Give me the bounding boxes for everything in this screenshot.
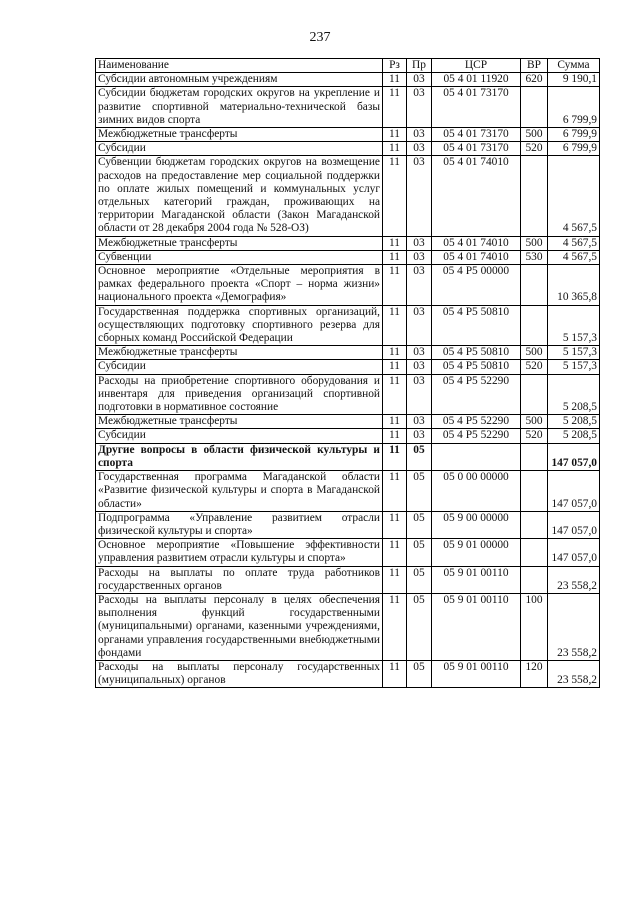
cell-csr: 05 4 P5 52290: [432, 415, 521, 429]
cell-pr: 05: [407, 539, 432, 566]
cell-rz: 11: [383, 250, 407, 264]
cell-name: Субсидии: [96, 360, 383, 374]
cell-vr: 520: [521, 142, 548, 156]
cell-sum: 147 057,0: [548, 539, 600, 566]
cell-pr: 05: [407, 471, 432, 512]
table-row: [96, 87, 600, 128]
cell-name: Межбюджетные трансферты: [96, 236, 383, 250]
cell-vr: 500: [521, 415, 548, 429]
table-row: [96, 443, 600, 470]
cell-pr: 05: [407, 443, 432, 470]
cell-rz: 11: [383, 539, 407, 566]
table-row: [96, 415, 600, 429]
cell-sum: 23 558,2: [548, 566, 600, 593]
header-rz: Рз: [383, 59, 407, 73]
cell-pr: 03: [407, 305, 432, 346]
cell-pr: 03: [407, 265, 432, 306]
cell-pr: 03: [407, 360, 432, 374]
cell-pr: 03: [407, 429, 432, 443]
cell-rz: 11: [383, 73, 407, 87]
cell-vr: 120: [521, 660, 548, 687]
cell-pr: 03: [407, 128, 432, 142]
cell-rz: 11: [383, 566, 407, 593]
cell-rz: 11: [383, 443, 407, 470]
cell-csr: 05 4 01 73170: [432, 142, 521, 156]
cell-csr: 05 9 00 00000: [432, 511, 521, 538]
cell-csr: 05 4 P5 52290: [432, 374, 521, 415]
cell-vr: [521, 265, 548, 306]
cell-name: Подпрограмма «Управление развитием отрасли физической культуры и спорта»: [96, 511, 383, 538]
table-body: [96, 73, 600, 688]
cell-vr: [521, 87, 548, 128]
cell-pr: 05: [407, 511, 432, 538]
cell-name: Расходы на приобретение спортивного оборудования и инвентаря для приведения организаций спортивной подготовки в нормативное состояние: [96, 374, 383, 415]
cell-csr: 05 0 00 00000: [432, 471, 521, 512]
table-row: [96, 471, 600, 512]
budget-table: [95, 58, 600, 688]
cell-sum: 5 208,5: [548, 429, 600, 443]
cell-vr: [521, 471, 548, 512]
cell-name: Государственная программа Магаданской области «Развитие физической культуры и спорта в Магаданской области»: [96, 471, 383, 512]
cell-pr: 05: [407, 593, 432, 660]
cell-rz: 11: [383, 305, 407, 346]
cell-rz: 11: [383, 156, 407, 236]
cell-sum: 147 057,0: [548, 511, 600, 538]
cell-vr: [521, 305, 548, 346]
cell-vr: [521, 539, 548, 566]
table-row: [96, 539, 600, 566]
cell-csr: 05 4 01 73170: [432, 87, 521, 128]
table-row: [96, 593, 600, 660]
cell-vr: 620: [521, 73, 548, 87]
cell-name: Расходы на выплаты по оплате труда работников государственных органов: [96, 566, 383, 593]
cell-vr: [521, 156, 548, 236]
cell-csr: 05 4 01 11920: [432, 73, 521, 87]
cell-pr: 03: [407, 73, 432, 87]
cell-csr: [432, 443, 521, 470]
cell-rz: 11: [383, 236, 407, 250]
cell-name: Субсидии бюджетам городских округов на укрепление и развитие спортивной материально-технической базы зимних видов спорта: [96, 87, 383, 128]
cell-vr: [521, 511, 548, 538]
cell-sum: 4 567,5: [548, 236, 600, 250]
cell-vr: 530: [521, 250, 548, 264]
table-row: [96, 360, 600, 374]
cell-rz: 11: [383, 593, 407, 660]
table-row: [96, 265, 600, 306]
cell-csr: 05 9 01 00110: [432, 660, 521, 687]
cell-csr: 05 4 01 74010: [432, 156, 521, 236]
cell-sum: 23 558,2: [548, 660, 600, 687]
cell-name: Субвенции: [96, 250, 383, 264]
cell-name: Другие вопросы в области физической культуры и спорта: [96, 443, 383, 470]
table-row: [96, 346, 600, 360]
cell-pr: 03: [407, 346, 432, 360]
cell-csr: 05 4 P5 52290: [432, 429, 521, 443]
cell-pr: 03: [407, 87, 432, 128]
cell-vr: 500: [521, 128, 548, 142]
table-row: [96, 128, 600, 142]
cell-csr: 05 9 01 00110: [432, 593, 521, 660]
table-row: [96, 250, 600, 264]
cell-pr: 03: [407, 156, 432, 236]
cell-sum: 5 157,3: [548, 305, 600, 346]
cell-name: Межбюджетные трансферты: [96, 346, 383, 360]
cell-sum: 9 190,1: [548, 73, 600, 87]
cell-name: Расходы на выплаты персоналу в целях обеспечения выполнения функций государственными (муниципальными) органами, казенными учреждениями, органами управления государственными внебюджетными фондами: [96, 593, 383, 660]
cell-vr: 500: [521, 236, 548, 250]
cell-csr: 05 9 01 00000: [432, 539, 521, 566]
cell-sum: 5 208,5: [548, 415, 600, 429]
cell-rz: 11: [383, 142, 407, 156]
cell-vr: [521, 374, 548, 415]
cell-sum: 6 799,9: [548, 142, 600, 156]
header-vr: ВР: [521, 59, 548, 73]
cell-sum: 5 208,5: [548, 374, 600, 415]
cell-vr: 100: [521, 593, 548, 660]
cell-sum: 10 365,8: [548, 265, 600, 306]
table-row: [96, 429, 600, 443]
cell-vr: [521, 566, 548, 593]
cell-vr: 520: [521, 429, 548, 443]
cell-name: Субсидии автономным учреждениям: [96, 73, 383, 87]
header-pr: Пр: [407, 59, 432, 73]
cell-name: Расходы на выплаты персоналу государственных (муниципальных) органов: [96, 660, 383, 687]
cell-name: Субсидии: [96, 429, 383, 443]
table-row: [96, 566, 600, 593]
table-row: [96, 142, 600, 156]
cell-sum: 147 057,0: [548, 443, 600, 470]
cell-name: Основное мероприятие «Отдельные мероприятия в рамках федерального проекта «Спорт – норма жизни» национального проекта «Демография»: [96, 265, 383, 306]
cell-pr: 05: [407, 566, 432, 593]
cell-rz: 11: [383, 429, 407, 443]
cell-name: Межбюджетные трансферты: [96, 415, 383, 429]
cell-rz: 11: [383, 87, 407, 128]
cell-pr: 03: [407, 250, 432, 264]
cell-name: Государственная поддержка спортивных организаций, осуществляющих подготовку спортивного резерва для сборных команд Российской Федерации: [96, 305, 383, 346]
cell-rz: 11: [383, 511, 407, 538]
table-row: [96, 305, 600, 346]
cell-vr: [521, 443, 548, 470]
cell-csr: 05 4 P5 50810: [432, 346, 521, 360]
cell-sum: 6 799,9: [548, 87, 600, 128]
cell-rz: 11: [383, 346, 407, 360]
table-row: [96, 156, 600, 236]
table-row: [96, 374, 600, 415]
cell-csr: 05 9 01 00110: [432, 566, 521, 593]
cell-pr: 03: [407, 142, 432, 156]
table-row: [96, 511, 600, 538]
cell-pr: 05: [407, 660, 432, 687]
cell-pr: 03: [407, 374, 432, 415]
page-number: 237: [309, 30, 331, 45]
cell-sum: 147 057,0: [548, 471, 600, 512]
cell-vr: 520: [521, 360, 548, 374]
cell-csr: 05 4 P5 50810: [432, 305, 521, 346]
cell-sum: 4 567,5: [548, 156, 600, 236]
cell-sum: 4 567,5: [548, 250, 600, 264]
cell-vr: 500: [521, 346, 548, 360]
header-name: Наименование: [96, 59, 383, 73]
header-sum: Сумма: [548, 59, 600, 73]
cell-rz: 11: [383, 265, 407, 306]
cell-sum: 23 558,2: [548, 593, 600, 660]
cell-rz: 11: [383, 471, 407, 512]
header-csr: ЦСР: [432, 59, 521, 73]
cell-rz: 11: [383, 415, 407, 429]
cell-pr: 03: [407, 236, 432, 250]
cell-rz: 11: [383, 128, 407, 142]
table-row: [96, 73, 600, 87]
cell-name: Субсидии: [96, 142, 383, 156]
cell-csr: 05 4 01 74010: [432, 250, 521, 264]
cell-rz: 11: [383, 374, 407, 415]
cell-csr: 05 4 P5 50810: [432, 360, 521, 374]
cell-sum: 5 157,3: [548, 360, 600, 374]
cell-rz: 11: [383, 360, 407, 374]
cell-name: Межбюджетные трансферты: [96, 128, 383, 142]
table-row: [96, 660, 600, 687]
cell-name: Субвенции бюджетам городских округов на возмещение расходов на предоставление мер социальной поддержки по оплате жилых помещений и коммунальных услуг отдельных категорий граждан, проживающих на территории Магаданской области (Закон Магаданской области от 28 декабря 2004 года № 528-ОЗ): [96, 156, 383, 236]
cell-name: Основное мероприятие «Повышение эффективности управления развитием отрасли культуры и спорта»: [96, 539, 383, 566]
cell-csr: 05 4 P5 00000: [432, 265, 521, 306]
cell-csr: 05 4 01 74010: [432, 236, 521, 250]
table-header-row: [96, 59, 600, 73]
cell-sum: 5 157,3: [548, 346, 600, 360]
table-row: [96, 236, 600, 250]
cell-rz: 11: [383, 660, 407, 687]
cell-sum: 6 799,9: [548, 128, 600, 142]
cell-csr: 05 4 01 73170: [432, 128, 521, 142]
cell-pr: 03: [407, 415, 432, 429]
